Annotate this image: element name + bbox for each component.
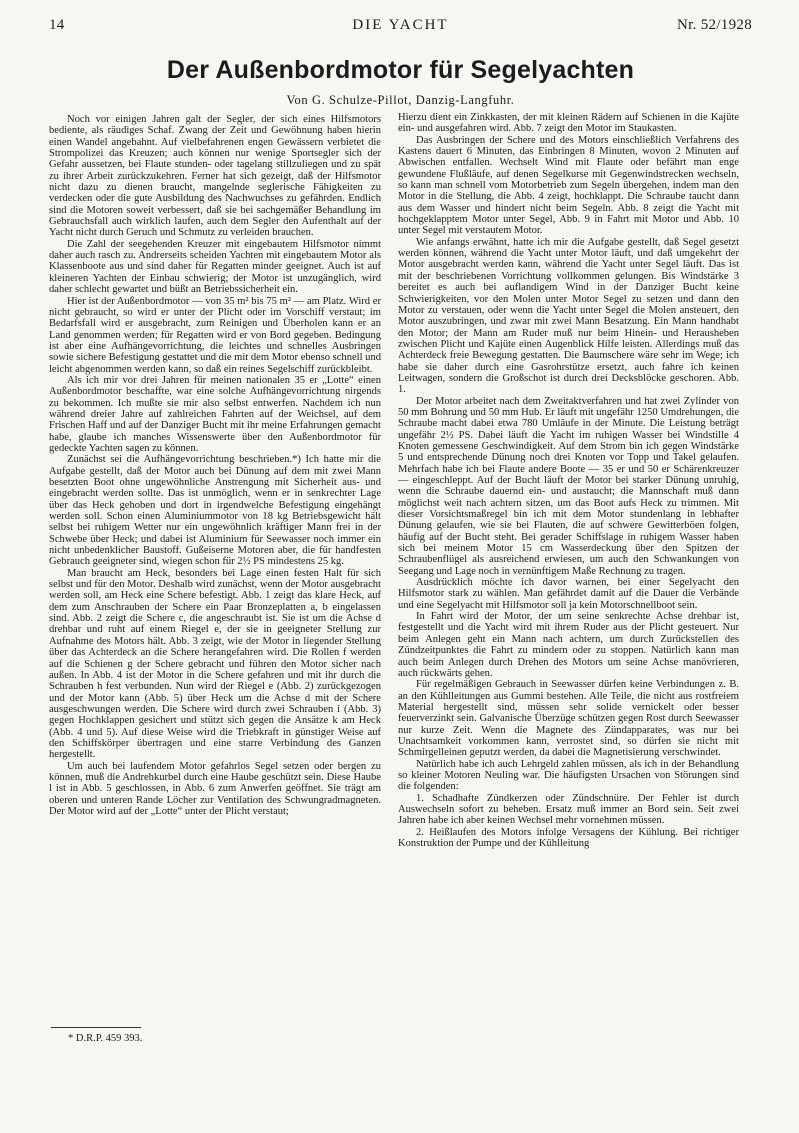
paragraph: Ausdrücklich möchte ich davor warnen, bei einer Segelyacht den Hilfsmotor stark zu wählen. Man gefährdet damit auf die Dauer die Verbände und eine Segelyacht mit Hilfsmotor soll ja kein Motorschnellboot sein.	[398, 577, 739, 611]
page-number: 14	[49, 17, 65, 33]
paragraph: 1. Schadhafte Zündkerzen oder Zündschnüre. Der Fehler ist durch Auswechseln sofort zu beheben. Ersatz muß immer an Bord sein. Seit zwei Jahren habe ich aber keinen Wechsel mehr vornehmen müssen.	[398, 792, 739, 827]
left-column	[49, 114, 381, 817]
paragraph: Für regelmäßigen Gebrauch in Seewasser dürfen keine Verbindungen z. B. an den Kühlleitungen aus Gummi bestehen. Alle Teile, die nicht aus rostfreiem Material hergestellt sind, müssen sehr solide vernickelt oder besser feuerverzinkt sein. Galvanische Überzüge schützen gegen Rost durch Seewasser nur kurze Zeit. Wenn die Magnete des Zündapparates, was nur bei Unachtsamkeit vorkommen kann, verrostet sind, so dürfen sie nicht mit Schmirgelleinen geputzt werden, da dabei die Magnetisierung verschwindet.	[398, 679, 739, 759]
paragraph: 2. Heißlaufen des Motors infolge Versagens der Kühlung. Bei richtiger Konstruktion der Pumpe und der Kühlleitung	[398, 826, 739, 849]
paragraph: Hier ist der Außenbordmotor — von 35 m² bis 75 m² — am Platz. Wird er nicht gebraucht, so wird er unter der Plicht oder im Vorschiff verstaut; im Bedarfsfall wird er ausgebracht, zum Reinigen und Überholen kann er an Land genommen werden; für Regatten wird er von Bord gegeben. Bedingung ist aber eine Aufhängevorrichtung, die leichtes und schnelles Ausbringen sowie sichere Befestigung gestattet und die mit dem Motor ebenso schnell und leicht abgenommen werden kann, so daß ein reines Segelschiff zurückbleibt.	[49, 295, 381, 375]
footnote-rule	[51, 1027, 141, 1028]
paragraph: Natürlich habe ich auch Lehrgeld zahlen müssen, als ich in der Behandlung so kleiner Motoren Neuling war. Die häufigsten Ursachen von Störungen sind die folgenden:	[398, 758, 739, 793]
paragraph: Zunächst sei die Aufhängevorrichtung beschrieben.*) Ich hatte mir die Aufgabe gestellt, daß der Motor auch bei Dünung auf dem mit zwei Mann besetzten Boot ohne ungewöhnliche Anstrengung mit Sicherheit aus- und eingebracht werden sollte. Das ist unmöglich, wenn er in senkrechter Lage über das Heck gehoben und dort in irgendwelche Befestigung eingehängt werden soll. Schon einen Aluminiummotor von 18 kg Betriebsgewicht hält selbst bei ruhigem Wetter nur ein ungewöhnlich kräftiger Mann frei in der Schwebe über Heck; und dabei ist Aluminium für Seewasser noch immer ein nicht unbedenklicher Baustoff. Gußeiserne Motoren aber, die für handfesten Gebrauch geeigneter sind, wiegen schon für 2½ PS mindestens 25 kg.	[49, 454, 381, 568]
paragraph: Wie anfangs erwähnt, hatte ich mir die Aufgabe gestellt, daß Segel gesetzt werden können, während die Yacht unter Motor läuft, und daß umgekehrt der Motor ausgebracht werden kann, während die Yacht unter Segel läuft. Das ist mit der beschriebenen Vorrichtung vollkommen gelungen. Bis Windstärke 3 bereitet es auch bei auflandigem Wind in der Danziger Bucht keine Schwierigkeiten, vor den Molen unter Motor Segel zu setzen und dann den Motor zu verstauen, oder wenn die Yacht unter Segel die Molen ansteuert, den Motor auszubringen, und zwar mit zwei Mann Besatzung. Ein Mann handhabt den Motor; der Mann am Ruder muß nur beim Hinein- und Herausheben zwischen Plicht und Kajüte einen Augenblick Hilfe leisten. Allerdings muß das Achterdeck freie Bewegung gestatten. Die Baumschere wäre sehr im Wege; ich habe sie daher durch eine Gasrohrstütze ersetzt, auch fahre ich keinen Leitwagen, sondern die Großschot ist durch drei Decksblöcke geschoren. Abb. 1.	[398, 236, 739, 396]
issue-number: Nr. 52/1928	[677, 17, 752, 33]
running-header	[49, 14, 752, 38]
paragraph: Als ich mir vor drei Jahren für meinen nationalen 35 er „Lotte“ einen Außenbordmotor beschaffte, war eine solche Aufhängevorrichtung nirgends zu bekommen. Ich mußte sie mir also selbst entwerfen. Nachdem ich nun während dreier Jahre auf zahlreichen Fahrten auf der Weichsel, auf dem Frischen Haff und auf der Danziger Bucht mit ihr meine Erfahrungen gemacht habe, glaube ich manches Wissenswerte über den Außenbordmotor für gedeckte Yachten sagen zu können.	[49, 374, 381, 454]
right-column	[398, 112, 739, 849]
article-byline: Von G. Schulze-Pillot, Danzig-Langfuhr.	[286, 93, 515, 107]
footnote: * D.R.P. 459 393.	[68, 1033, 143, 1044]
paragraph: Der Motor arbeitet nach dem Zweitaktverfahren und hat zwei Zylinder von 50 mm Bohrung und 50 mm Hub. Er läuft mit ungefähr 1250 Umdrehungen, die Schraube macht dabei etwa 780 Umläufe in der Minute. Die Leistung beträgt ungefähr 2½ PS. Dabei läuft die Yacht im ruhigen Wasser bei Windstille 4 Knoten gemessene Geschwindigkeit. Auf dem Strom bin ich gegen Windstärke 5 und entsprechende Dünung noch drei Knoten vor Topp und Takel gelaufen. Mehrfach habe ich bei Flaute andere Boote — 35 er und 50 er Schärenkreuzer — eingeschleppt. Auf der Bucht läuft der Motor bei starker Dünung unruhig, wenn die Schraube dauernd ein- und austaucht; die Mannschaft muß dann möglichst weit nach achtern sitzen, um das Boot aufs Heck zu trimmen. Mit dieser Vorsichtsmaßregel bin ich mit dem Motor stundenlang in lebhafter Dünung gelaufen, wie sie bei Flauten, die auf schwere Gewitterböen folgen, häufig auf der Bucht steht. Bei gerader Schiffslage in ruhigem Wasser haben sich bei meinem Motor 15 cm Wasserdeckung über den Spitzen der Schraubenflügel als ausreichend erwiesen, um auch den Schwankungen von Seegang und Lage noch in vernünftigem Maße Rechnung zu tragen.	[398, 395, 739, 577]
article-title: Der Außenbordmotor für Segelyachten	[166, 56, 635, 84]
magazine-name: DIE YACHT	[352, 17, 449, 33]
paragraph: Das Ausbringen der Schere und des Motors einschließlich Verfahrens des Kastens dauert 6 Minuten, das Einbringen 8 Minuten, wovon 2 Minuten auf Abwischen entfallen. Wechselt Wind mit Flaute oder befährt man enge gewundene Flußläufe, auf denen Segelkurse mit Gegenwindstrecken wechseln, so kann man schnell vom Motorbetrieb zum Segeln übergehen, indem man den Motor in die Stellung, die Abb. 4 zeigt, hochklappt. Die Schraube taucht dann aus dem Wasser und hindert nicht beim Segeln. Abb. 8 zeigt die Yacht mit hochgeklapptem Motor unter Segel, Abb. 9 in Fahrt mit Motor und Abb. 10 unter Segel mit verstautem Motor.	[398, 134, 739, 237]
paragraph: Die Zahl der seegehenden Kreuzer mit eingebautem Hilfsmotor nimmt daher auch rasch zu. Andrerseits scheiden Yachten mit eingebautem Motor als Klassenboote aus und sind daher für Regatten minder geeignet. Auch ist auf kleineren Yachten der Einbau schwierig; der Motor ist unzugänglich, wird daher schlecht gewartet und büßt an Betriebssicherheit ein.	[49, 238, 381, 296]
paragraph: Um auch bei laufendem Motor gefahrlos Segel setzen oder bergen zu können, muß die Andrehkurbel durch eine Haube geschützt sein. Diese Haube l ist in Abb. 5 geschlossen, in Abb. 6 zum Anwerfen geöffnet. Sie trägt am oberen und unteren Rande Löcher zur Ventilation des Schwungradmagneten. Der Motor wird auf der „Lotte“ unter der Plicht verstaut;	[49, 760, 381, 817]
paragraph: Hierzu dient ein Zinkkasten, der mit kleinen Rädern auf Schienen in die Kajüte ein- und ausgefahren wird. Abb. 7 zeigt den Motor im Staukasten.	[398, 112, 739, 135]
paragraph: Noch vor einigen Jahren galt der Segler, der sich eines Hilfsmotors bediente, als räudiges Schaf. Zwang der Zeit und Gewöhnung haben hierin einen Wandel angebahnt. Auf vielbefahrenen engen Gewässern verbietet die Strompolizei das Kreuzen; auch können nur wenige Sportsegler sich der Gefahr aussetzen, bei Flaute stunden- oder tagelang stillzuliegen und zu spät zu ihrer Arbeit zurückzukehren. Ferner hat sich gezeigt, daß der Hilfsmotor nicht dazu zu dienen braucht, mangelnde seglerische Fähigkeiten zu verdecken oder die gute Ausbildung des Nachwuchses zu gefährden. Endlich sind die Motoren soweit verbessert, daß sie bei sachgemäßer Behandlung im Gebrauchsfall auch wirklich laufen, auch dem Segler den Aufenthalt auf der Yacht nicht durch Geruch und Schmutz zu verleiden brauchen.	[49, 114, 381, 239]
paragraph: In Fahrt wird der Motor, der um seine senkrechte Achse drehbar ist, festgestellt und die Yacht wird mit ihrem Ruder aus der Plicht gesteuert. Nur beim Anlegen geht ein Mann nach achtern, um durch Zurückstellen des Zündzeitpunktes die Fahrt zu mindern oder zu stoppen. Natürlich kann man auch beim Anlegen durch Drehen des Motors um seine Achse manövrieren, auch rückwärts gehen.	[398, 611, 739, 679]
paragraph: Man braucht am Heck, besonders bei Lage einen festen Halt für sich selbst und für den Motor. Deshalb wird zunächst, wenn der Motor ausgebracht werden soll, am Heck eine Schere befestigt. Abb. 1 zeigt das klare Heck, auf dem zum Anschrauben der Schere ein Paar Bronzeplatten a, b eingelassen sind. Abb. 2 zeigt die Schere c, die angeschraubt ist. Sie ist um die Achse d drehbar und ruht auf einem Riegel e, der sie in geeigneter Stellung zur Aufnahme des Motors hält. Abb. 3 zeigt, wie der Motor in liegender Stellung über das Achterdeck an die Schere herangefahren wird. Die Rollen f werden auf die Schienen g der Schere gebracht und führen den Motor sicher nach außen. In Abb. 4 ist der Motor in die Schere gefahren und mit ihr durch die Schrauben h fest verbunden. Nun wird der Riegel e (Abb. 2) zurückgezogen und der Motor kann (Abb. 5) über Heck um die Achse d mit der Schere ausgeschwungen werden. Die Schere wird durch zwei Schrauben i (Abb. 3) gegen Hochklappen gesichert und stützt sich gegen die Ansätze k am Heck (Abb. 4 und 5). Auf diese Weise wird die Triebkraft in günstiger Weise auf den Schiffskörper übertragen und eine starre Verbindung des Ganzen hergestellt.	[49, 567, 381, 761]
